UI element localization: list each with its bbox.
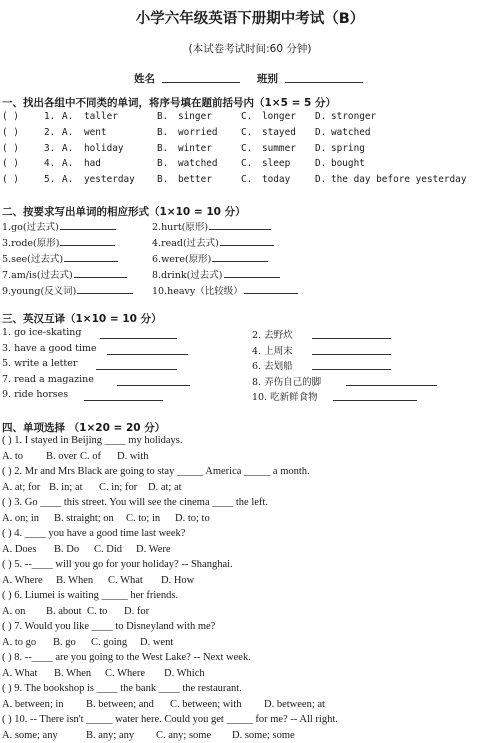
- answer-option: C. Did: [94, 544, 123, 555]
- choice-a: had: [84, 158, 101, 169]
- answer-option: D. with: [117, 451, 149, 462]
- question-stem: ( ) 1. I stayed in Beijing ____ my holidays.: [2, 435, 183, 446]
- choice-num: 5.: [44, 174, 56, 185]
- answer-option: C. Where: [105, 668, 146, 679]
- translation-prompt: 4. 上周末: [252, 346, 293, 357]
- choice-c: sleep: [262, 158, 291, 169]
- choice-num: 2.: [44, 127, 56, 138]
- answer-option: A. Does: [2, 544, 37, 555]
- answer-option: C. going: [91, 637, 128, 648]
- choice-letter-a: A.: [62, 174, 74, 185]
- question-stem: ( ) 6. Liumei is waiting _____ her friends.: [2, 590, 179, 601]
- question-stem: ( ) 10. -- There isn't _____ water here. Could you get _____ for me? -- All right.: [2, 714, 338, 725]
- answer-option: B. go: [53, 637, 76, 648]
- answer-option: A. to go: [2, 637, 37, 648]
- translation-prompt: 8. 弄伤自己的脚: [252, 377, 322, 388]
- word-form-item: [152, 235, 274, 249]
- answer-option: B. about: [46, 606, 82, 617]
- name-blank: [162, 82, 240, 83]
- exam-duration: (本试卷考试时间:60 分钟): [188, 43, 312, 55]
- choice-paren: ( ): [2, 111, 19, 122]
- choice-paren: ( ): [2, 143, 19, 154]
- question-stem: ( ) 2. Mr and Mrs Black are going to stay _____ America _____ a month.: [2, 466, 310, 477]
- choice-b: winter: [178, 143, 212, 154]
- translation-prompt: 7. read a magazine: [2, 374, 94, 385]
- answer-blank: [212, 261, 268, 262]
- choice-b: watched: [178, 158, 218, 169]
- choice-d: stronger: [331, 111, 377, 122]
- answer-option: A. What: [2, 668, 38, 679]
- choice-letter-c: C.: [241, 111, 253, 122]
- answer-option: B. between; and: [86, 699, 154, 710]
- class-label: 班别: [257, 73, 278, 85]
- answer-option: D. at; at: [148, 482, 182, 493]
- choice-c: today: [262, 174, 291, 185]
- question-stem: ( ) 5. --____ will you go for your holiday? -- Shanghai.: [2, 559, 233, 570]
- answer-option: A. some; any: [2, 730, 58, 741]
- choice-letter-b: B.: [157, 143, 169, 154]
- choice-letter-c: C.: [241, 143, 253, 154]
- answer-option: B. Do: [54, 544, 80, 555]
- choice-a: yesterday: [84, 174, 135, 185]
- word-form-prompt: 8.drink(过去式): [152, 270, 223, 281]
- choice-c: summer: [262, 143, 296, 154]
- word-form-item: [2, 267, 127, 281]
- choice-d: spring: [331, 143, 365, 154]
- choice-letter-d: D.: [315, 143, 327, 154]
- answer-blank: [107, 354, 188, 355]
- translation-prompt: 3. have a good time: [2, 343, 97, 354]
- choice-letter-b: B.: [157, 174, 169, 185]
- choice-letter-d: D.: [315, 127, 327, 138]
- choice-num: 1.: [44, 111, 56, 122]
- answer-blank: [244, 293, 298, 294]
- answer-option: B. When: [54, 668, 92, 679]
- question-stem: ( ) 4. ____ you have a good time last week?: [2, 528, 186, 539]
- answer-option: B. straight; on: [54, 513, 114, 524]
- choice-letter-b: B.: [157, 158, 169, 169]
- word-form-prompt: 2.hurt(原形): [152, 222, 209, 233]
- answer-option: C. to: [87, 606, 108, 617]
- answer-option: A. to: [2, 451, 23, 462]
- section-1-heading: 一、找出各组中不同类的单词，将序号填在题前括号内（1×5 = 5 分）: [2, 97, 336, 109]
- class-blank: [285, 82, 363, 83]
- translation-prompt: 1. go ice-skating: [2, 327, 82, 338]
- answer-option: B. in; at: [49, 482, 83, 493]
- choice-a: holiday: [84, 143, 124, 154]
- answer-option: C. of: [80, 451, 101, 462]
- answer-blank: [312, 338, 391, 339]
- name-label: 姓名: [134, 73, 155, 85]
- choice-b: singer: [178, 111, 212, 122]
- choice-letter-c: C.: [241, 174, 253, 185]
- answer-option: A. at; for: [2, 482, 41, 493]
- word-form-prompt: 3.rode(原形): [2, 238, 60, 249]
- word-form-item: [152, 283, 298, 297]
- choice-letter-c: C.: [241, 127, 253, 138]
- answer-option: D. some; some: [232, 730, 295, 741]
- answer-option: C. between; with: [170, 699, 242, 710]
- answer-option: D. Which: [164, 668, 205, 679]
- answer-option: D. How: [161, 575, 195, 586]
- choice-d: watched: [331, 127, 371, 138]
- word-form-prompt: 7.am/is(过去式): [2, 270, 73, 281]
- answer-option: A. Where: [2, 575, 43, 586]
- answer-blank: [74, 277, 127, 278]
- question-stem: ( ) 8. --____ are you going to the West Lake? -- Next week.: [2, 652, 251, 663]
- answer-option: B. any; any: [86, 730, 135, 741]
- answer-option: C. to; in: [126, 513, 161, 524]
- translation-prompt: 10. 吃新鲜食物: [252, 392, 318, 403]
- answer-blank: [60, 229, 116, 230]
- answer-option: C. in; for: [99, 482, 138, 493]
- answer-option: D. went: [140, 637, 174, 648]
- answer-option: D. to; to: [175, 513, 210, 524]
- word-form-item: [2, 219, 116, 233]
- choice-paren: ( ): [2, 174, 19, 185]
- answer-option: A. on; in: [2, 513, 40, 524]
- choice-b: worried: [178, 127, 218, 138]
- word-form-item: [2, 251, 118, 265]
- answer-blank: [312, 354, 391, 355]
- answer-option: C. What: [108, 575, 143, 586]
- word-form-prompt: 6.were(原形): [152, 254, 212, 265]
- answer-blank: [84, 400, 163, 401]
- answer-option: C. any; some: [156, 730, 212, 741]
- answer-blank: [117, 385, 190, 386]
- choice-letter-a: A.: [62, 111, 74, 122]
- word-form-prompt: 1.go(过去式): [2, 222, 59, 233]
- word-form-prompt: 5.see(过去式): [2, 254, 64, 265]
- choice-d: the day before yesterday: [331, 174, 467, 185]
- exam-title: 小学六年级英语下册期中考试（B）: [135, 11, 365, 27]
- answer-blank: [77, 293, 133, 294]
- question-stem: ( ) 9. The bookshop is ____ the bank ____ the restaurant.: [2, 683, 242, 694]
- answer-option: D. for: [124, 606, 150, 617]
- choice-paren: ( ): [2, 127, 19, 138]
- choice-b: better: [178, 174, 212, 185]
- translation-prompt: 2. 去野炊: [252, 330, 293, 341]
- answer-blank: [312, 369, 391, 370]
- word-form-item: [152, 251, 268, 265]
- choice-c: longer: [262, 111, 296, 122]
- word-form-item: [152, 267, 280, 281]
- choice-a: taller: [84, 111, 118, 122]
- translation-prompt: 6. 去划船: [252, 361, 293, 372]
- answer-option: B. When: [56, 575, 94, 586]
- choice-c: stayed: [262, 127, 296, 138]
- answer-blank: [220, 245, 274, 246]
- answer-blank: [100, 338, 177, 339]
- name-class-bar: [0, 71, 500, 85]
- choice-letter-b: B.: [157, 127, 169, 138]
- choice-num: 3.: [44, 143, 56, 154]
- answer-option: D. Were: [136, 544, 171, 555]
- choice-letter-d: D.: [315, 111, 327, 122]
- section-2-heading: 二、按要求写出单词的相应形式（1×10 = 10 分）: [2, 206, 246, 218]
- word-form-prompt: 9.young(反义词): [2, 286, 77, 297]
- answer-option: A. between; in: [2, 699, 64, 710]
- word-form-prompt: 4.read(过去式): [152, 238, 219, 249]
- answer-option: A. on: [2, 606, 26, 617]
- question-stem: ( ) 3. Go ____ this street. You will see the cinema ____ the left.: [2, 497, 268, 508]
- answer-blank: [224, 277, 280, 278]
- choice-letter-a: A.: [62, 158, 74, 169]
- word-form-item: [152, 219, 271, 233]
- choice-letter-a: A.: [62, 127, 74, 138]
- choice-letter-a: A.: [62, 143, 74, 154]
- choice-letter-d: D.: [315, 174, 327, 185]
- answer-blank: [333, 400, 417, 401]
- choice-letter-c: C.: [241, 158, 253, 169]
- word-form-item: [2, 235, 115, 249]
- choice-d: bought: [331, 158, 365, 169]
- section-4-heading: 四、单项选择 （1×20 = 20 分）: [2, 422, 166, 434]
- section-3-heading: 三、英汉互译（1×10 = 10 分）: [2, 313, 162, 325]
- word-form-item: [2, 283, 133, 297]
- answer-blank: [96, 369, 177, 370]
- choice-num: 4.: [44, 158, 56, 169]
- choice-a: went: [84, 127, 107, 138]
- translation-prompt: 9. ride horses: [2, 389, 69, 400]
- answer-option: D. between; at: [264, 699, 325, 710]
- answer-option: B. over: [46, 451, 77, 462]
- translation-prompt: 5. write a letter: [2, 358, 78, 369]
- answer-blank: [346, 385, 437, 386]
- choice-letter-d: D.: [315, 158, 327, 169]
- answer-blank: [60, 245, 115, 246]
- choice-letter-b: B.: [157, 111, 169, 122]
- answer-blank: [209, 229, 271, 230]
- question-stem: ( ) 7. Would you like ____ to Disneyland with me?: [2, 621, 216, 632]
- word-form-prompt: 10.heavy（比较级）: [152, 286, 243, 297]
- answer-blank: [64, 261, 118, 262]
- choice-paren: ( ): [2, 158, 19, 169]
